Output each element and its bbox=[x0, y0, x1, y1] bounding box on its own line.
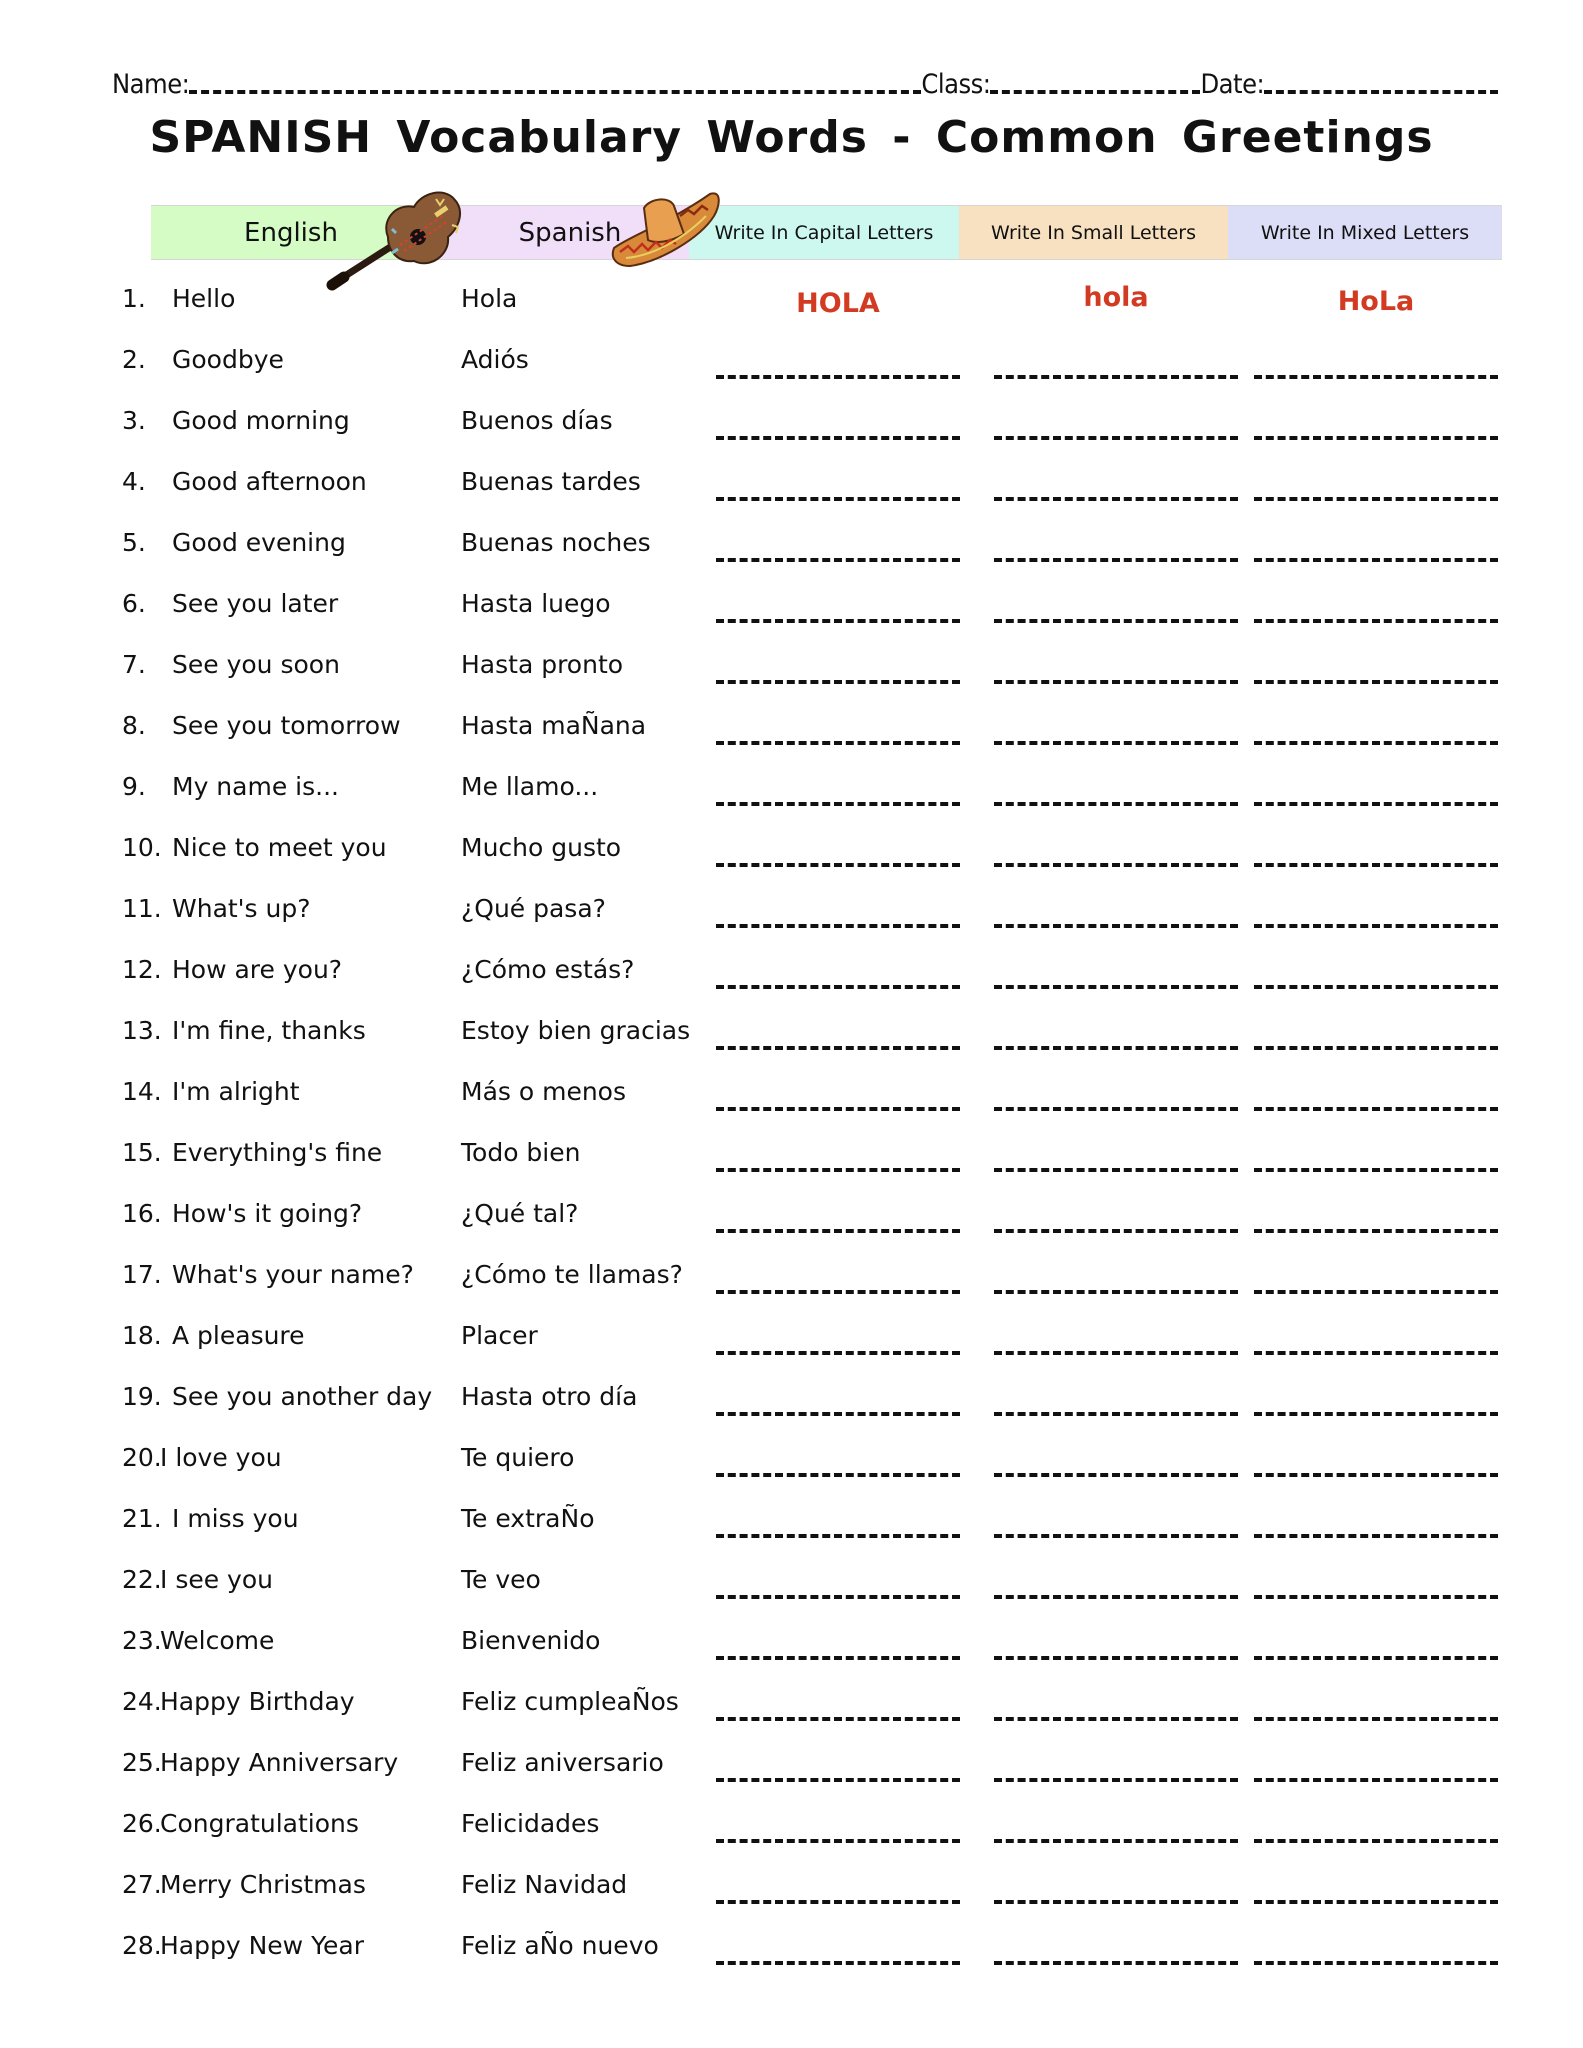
capital-blank[interactable] bbox=[716, 1534, 960, 1538]
row-number: 2. bbox=[122, 345, 146, 374]
english-word: I'm fine, thanks bbox=[172, 1016, 366, 1045]
vocab-row bbox=[0, 1687, 1583, 1727]
small-blank[interactable] bbox=[994, 619, 1238, 623]
name-label: Name: bbox=[112, 69, 190, 100]
example-small: hola bbox=[1083, 282, 1149, 313]
english-word: See you later bbox=[172, 589, 339, 618]
spanish-word: ¿Qué pasa? bbox=[461, 894, 606, 923]
capital-blank[interactable] bbox=[716, 924, 960, 928]
row-number: 28. bbox=[122, 1931, 162, 1960]
english-word: Goodbye bbox=[172, 345, 284, 374]
mixed-blank[interactable] bbox=[1254, 375, 1498, 379]
capital-blank[interactable] bbox=[716, 1839, 960, 1843]
capital-blank[interactable] bbox=[716, 802, 960, 806]
capital-blank[interactable] bbox=[716, 1107, 960, 1111]
spanish-word: Feliz aniversario bbox=[461, 1748, 664, 1777]
capital-blank[interactable] bbox=[716, 680, 960, 684]
page-title: SPANISH Vocabulary Words - Common Greetings bbox=[149, 112, 1434, 163]
spanish-word: Feliz aÑo nuevo bbox=[461, 1931, 659, 1960]
mixed-blank[interactable] bbox=[1254, 1351, 1498, 1355]
small-blank[interactable] bbox=[994, 1839, 1238, 1843]
vocab-row bbox=[0, 1870, 1583, 1910]
vocab-row bbox=[0, 1077, 1583, 1117]
small-blank[interactable] bbox=[994, 1534, 1238, 1538]
capital-blank[interactable] bbox=[716, 375, 960, 379]
vocab-row bbox=[0, 711, 1583, 751]
spanish-word: Buenas noches bbox=[461, 528, 651, 557]
english-word: Welcome bbox=[160, 1626, 275, 1655]
spanish-word: Bienvenido bbox=[461, 1626, 601, 1655]
english-word: I'm alright bbox=[172, 1077, 300, 1106]
spanish-word: ¿Cómo estás? bbox=[461, 955, 635, 984]
spanish-word: Te veo bbox=[461, 1565, 541, 1594]
english-word: What's up? bbox=[172, 894, 311, 923]
spanish-word: Más o menos bbox=[461, 1077, 627, 1106]
row-number: 25. bbox=[122, 1748, 162, 1777]
small-blank[interactable] bbox=[994, 1961, 1238, 1965]
spanish-word: Placer bbox=[461, 1321, 538, 1350]
capital-blank[interactable] bbox=[716, 1473, 960, 1477]
capital-blank[interactable] bbox=[716, 1778, 960, 1782]
header-small bbox=[959, 206, 1228, 259]
capital-blank[interactable] bbox=[716, 1412, 960, 1416]
small-blank[interactable] bbox=[994, 1778, 1238, 1782]
small-blank[interactable] bbox=[994, 863, 1238, 867]
row-number: 10. bbox=[122, 833, 162, 862]
row-number: 20. bbox=[122, 1443, 162, 1472]
row-number: 7. bbox=[122, 650, 146, 679]
spanish-word: Feliz cumpleaÑos bbox=[461, 1687, 679, 1716]
english-word: Nice to meet you bbox=[172, 833, 387, 862]
english-word: See you tomorrow bbox=[172, 711, 401, 740]
english-word: How are you? bbox=[172, 955, 343, 984]
spanish-word: Todo bien bbox=[461, 1138, 581, 1167]
mixed-blank[interactable] bbox=[1254, 985, 1498, 989]
header-small-label: Write In Small Letters bbox=[991, 221, 1196, 244]
english-word: I miss you bbox=[172, 1504, 299, 1533]
mixed-blank[interactable] bbox=[1254, 680, 1498, 684]
small-blank[interactable] bbox=[994, 1229, 1238, 1233]
header-mixed bbox=[1228, 206, 1502, 259]
small-blank[interactable] bbox=[994, 802, 1238, 806]
vocab-row bbox=[0, 528, 1583, 568]
mixed-blank[interactable] bbox=[1254, 1717, 1498, 1721]
row-number: 22. bbox=[122, 1565, 162, 1594]
vocab-row bbox=[0, 772, 1583, 812]
row-number: 27. bbox=[122, 1870, 162, 1899]
capital-blank[interactable] bbox=[716, 1229, 960, 1233]
vocab-row bbox=[0, 1565, 1583, 1605]
row-number: 18. bbox=[122, 1321, 162, 1350]
row-number: 3. bbox=[122, 406, 146, 435]
spanish-word: Hasta maÑana bbox=[461, 711, 647, 740]
mixed-blank[interactable] bbox=[1254, 741, 1498, 745]
mixed-blank[interactable] bbox=[1254, 1412, 1498, 1416]
row-number: 21. bbox=[122, 1504, 162, 1533]
english-word: I see you bbox=[160, 1565, 273, 1594]
small-blank[interactable] bbox=[994, 1168, 1238, 1172]
english-word: How's it going? bbox=[172, 1199, 363, 1228]
vocab-row bbox=[0, 406, 1583, 446]
capital-blank[interactable] bbox=[716, 1961, 960, 1965]
mixed-blank[interactable] bbox=[1254, 924, 1498, 928]
capital-blank[interactable] bbox=[716, 1351, 960, 1355]
row-number: 14. bbox=[122, 1077, 162, 1106]
capital-blank[interactable] bbox=[716, 497, 960, 501]
date-label: Date: bbox=[1200, 69, 1265, 100]
vocab-row bbox=[0, 833, 1583, 873]
date-blank[interactable] bbox=[1264, 90, 1498, 94]
header-capital-label: Write In Capital Letters bbox=[714, 221, 934, 244]
english-word: Hello bbox=[172, 284, 236, 313]
capital-blank[interactable] bbox=[716, 1046, 960, 1050]
spanish-word: Buenas tardes bbox=[461, 467, 641, 496]
row-number: 19. bbox=[122, 1382, 162, 1411]
mixed-blank[interactable] bbox=[1254, 863, 1498, 867]
name-blank[interactable] bbox=[189, 90, 921, 94]
vocab-row bbox=[0, 1931, 1583, 1971]
english-word: Congratulations bbox=[160, 1809, 359, 1838]
mixed-blank[interactable] bbox=[1254, 1839, 1498, 1843]
mixed-blank[interactable] bbox=[1254, 1229, 1498, 1233]
spanish-word: Mucho gusto bbox=[461, 833, 622, 862]
spanish-word: Buenos días bbox=[461, 406, 613, 435]
english-word: Good evening bbox=[172, 528, 346, 557]
small-blank[interactable] bbox=[994, 741, 1238, 745]
mixed-blank[interactable] bbox=[1254, 1656, 1498, 1660]
english-word: See you soon bbox=[172, 650, 340, 679]
english-word: See you another day bbox=[172, 1382, 433, 1411]
row-number: 5. bbox=[122, 528, 146, 557]
vocab-row bbox=[0, 1321, 1583, 1361]
small-blank[interactable] bbox=[994, 1351, 1238, 1355]
capital-blank[interactable] bbox=[716, 619, 960, 623]
row-number: 4. bbox=[122, 467, 146, 496]
student-info-line bbox=[112, 60, 1498, 100]
vocab-row bbox=[0, 955, 1583, 995]
capital-blank[interactable] bbox=[716, 558, 960, 562]
header-capital bbox=[689, 206, 959, 259]
row-number: 6. bbox=[122, 589, 146, 618]
english-word: A pleasure bbox=[172, 1321, 305, 1350]
header-english-label: English bbox=[244, 217, 338, 248]
row-number: 13. bbox=[122, 1016, 162, 1045]
english-word: My name is... bbox=[172, 772, 339, 801]
vocab-row bbox=[0, 284, 1583, 324]
english-word: Good morning bbox=[172, 406, 350, 435]
mixed-blank[interactable] bbox=[1254, 1534, 1498, 1538]
row-number: 17. bbox=[122, 1260, 162, 1289]
sombrero-icon bbox=[610, 186, 722, 268]
small-blank[interactable] bbox=[994, 1412, 1238, 1416]
english-word: Good afternoon bbox=[172, 467, 367, 496]
mixed-blank[interactable] bbox=[1254, 558, 1498, 562]
vocab-row bbox=[0, 1382, 1583, 1422]
example-capital: HOLA bbox=[796, 288, 880, 319]
spanish-word: ¿Qué tal? bbox=[461, 1199, 579, 1228]
mixed-blank[interactable] bbox=[1254, 1900, 1498, 1904]
capital-blank[interactable] bbox=[716, 985, 960, 989]
spanish-word: Hasta pronto bbox=[461, 650, 624, 679]
english-word: Merry Christmas bbox=[160, 1870, 366, 1899]
mixed-blank[interactable] bbox=[1254, 1473, 1498, 1477]
example-mixed: HoLa bbox=[1337, 286, 1415, 317]
mixed-blank[interactable] bbox=[1254, 1595, 1498, 1599]
header-spanish-label: Spanish bbox=[518, 217, 622, 248]
spanish-word: Hola bbox=[461, 284, 518, 313]
row-number: 15. bbox=[122, 1138, 162, 1167]
spanish-word: Te extraÑo bbox=[461, 1504, 595, 1533]
vocab-row bbox=[0, 1199, 1583, 1239]
row-number: 11. bbox=[122, 894, 162, 923]
vocab-row bbox=[0, 650, 1583, 690]
english-word: Everything's fine bbox=[172, 1138, 383, 1167]
vocab-row bbox=[0, 1138, 1583, 1178]
small-blank[interactable] bbox=[994, 1473, 1238, 1477]
small-blank[interactable] bbox=[994, 1656, 1238, 1660]
mixed-blank[interactable] bbox=[1254, 1046, 1498, 1050]
vocab-row bbox=[0, 1748, 1583, 1788]
mixed-blank[interactable] bbox=[1254, 619, 1498, 623]
small-blank[interactable] bbox=[994, 680, 1238, 684]
small-blank[interactable] bbox=[994, 497, 1238, 501]
mixed-blank[interactable] bbox=[1254, 1290, 1498, 1294]
vocab-row bbox=[0, 894, 1583, 934]
spanish-word: Feliz Navidad bbox=[461, 1870, 628, 1899]
small-blank[interactable] bbox=[994, 985, 1238, 989]
vocab-row bbox=[0, 1443, 1583, 1483]
small-blank[interactable] bbox=[994, 1717, 1238, 1721]
class-label: Class: bbox=[921, 69, 991, 100]
mixed-blank[interactable] bbox=[1254, 1961, 1498, 1965]
vocab-row bbox=[0, 345, 1583, 385]
capital-blank[interactable] bbox=[716, 1290, 960, 1294]
small-blank[interactable] bbox=[994, 1290, 1238, 1294]
capital-blank[interactable] bbox=[716, 436, 960, 440]
small-blank[interactable] bbox=[994, 924, 1238, 928]
mixed-blank[interactable] bbox=[1254, 802, 1498, 806]
english-word: Happy Birthday bbox=[160, 1687, 355, 1716]
small-blank[interactable] bbox=[994, 558, 1238, 562]
spanish-word: Felicidades bbox=[461, 1809, 600, 1838]
capital-blank[interactable] bbox=[716, 1595, 960, 1599]
english-word: Happy New Year bbox=[160, 1931, 365, 1960]
vocab-row bbox=[0, 467, 1583, 507]
spanish-word: Adiós bbox=[461, 345, 529, 374]
row-number: 26. bbox=[122, 1809, 162, 1838]
row-number: 23. bbox=[122, 1626, 162, 1655]
vocab-row bbox=[0, 1016, 1583, 1056]
vocab-row bbox=[0, 1809, 1583, 1849]
spanish-word: Estoy bien gracias bbox=[461, 1016, 691, 1045]
english-word: I love you bbox=[160, 1443, 282, 1472]
spanish-word: Me llamo... bbox=[461, 772, 599, 801]
english-word: What's your name? bbox=[172, 1260, 414, 1289]
mixed-blank[interactable] bbox=[1254, 1168, 1498, 1172]
spanish-word: Te quiero bbox=[461, 1443, 575, 1472]
header-mixed-label: Write In Mixed Letters bbox=[1260, 221, 1470, 244]
small-blank[interactable] bbox=[994, 1107, 1238, 1111]
row-number: 24. bbox=[122, 1687, 162, 1716]
mixed-blank[interactable] bbox=[1254, 1778, 1498, 1782]
spanish-word: Hasta luego bbox=[461, 589, 611, 618]
spanish-word: ¿Cómo te llamas? bbox=[461, 1260, 683, 1289]
vocab-row bbox=[0, 1504, 1583, 1544]
small-blank[interactable] bbox=[994, 375, 1238, 379]
small-blank[interactable] bbox=[994, 1046, 1238, 1050]
small-blank[interactable] bbox=[994, 1595, 1238, 1599]
capital-blank[interactable] bbox=[716, 1717, 960, 1721]
row-number: 16. bbox=[122, 1199, 162, 1228]
vocab-row bbox=[0, 1260, 1583, 1300]
spanish-word: Hasta otro día bbox=[461, 1382, 638, 1411]
capital-blank[interactable] bbox=[716, 741, 960, 745]
row-number: 1. bbox=[122, 284, 146, 313]
english-word: Happy Anniversary bbox=[160, 1748, 399, 1777]
vocab-row bbox=[0, 1626, 1583, 1666]
capital-blank[interactable] bbox=[716, 863, 960, 867]
small-blank[interactable] bbox=[994, 1900, 1238, 1904]
capital-blank[interactable] bbox=[716, 1168, 960, 1172]
small-blank[interactable] bbox=[994, 436, 1238, 440]
guitar-icon bbox=[326, 185, 476, 295]
capital-blank[interactable] bbox=[716, 1656, 960, 1660]
mixed-blank[interactable] bbox=[1254, 497, 1498, 501]
mixed-blank[interactable] bbox=[1254, 1107, 1498, 1111]
vocab-row bbox=[0, 589, 1583, 629]
row-number: 12. bbox=[122, 955, 162, 984]
mixed-blank[interactable] bbox=[1254, 436, 1498, 440]
capital-blank[interactable] bbox=[716, 1900, 960, 1904]
row-number: 9. bbox=[122, 772, 146, 801]
class-blank[interactable] bbox=[990, 90, 1200, 94]
row-number: 8. bbox=[122, 711, 146, 740]
